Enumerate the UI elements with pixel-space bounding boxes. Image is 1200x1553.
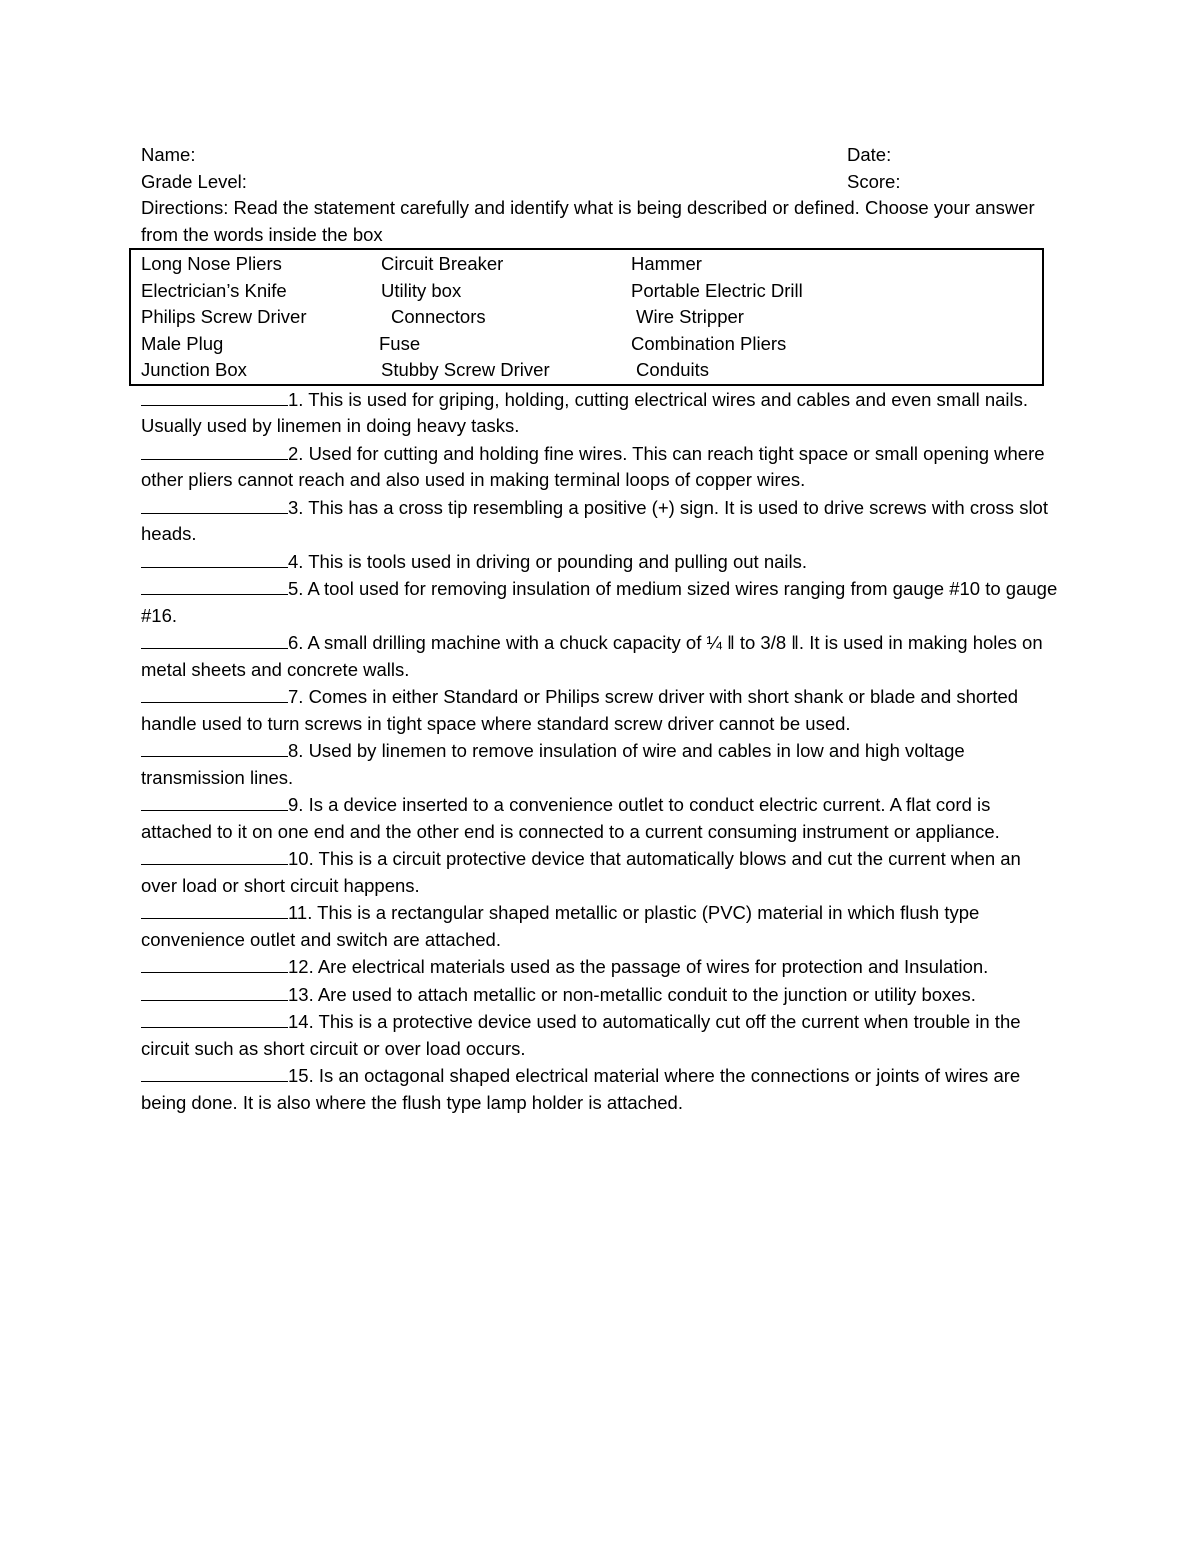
word-choice: Circuit Breaker (381, 253, 504, 274)
answer-blank[interactable] (141, 953, 288, 973)
grade-level-label: Grade Level: (141, 170, 247, 192)
question-item (141, 386, 1061, 440)
word-box-row (141, 251, 1042, 278)
question-item (141, 737, 1061, 791)
worksheet-content (141, 142, 1061, 1116)
question-item (141, 845, 1061, 899)
question-text: 7. Comes in either Standard or Philips screw driver with short shank or blade and shorted handle used to turn screws in tight space where standard screw driver cannot be used. (141, 686, 1019, 734)
word-box-row (141, 331, 1042, 358)
question-text: 13. Are used to attach metallic or non-metallic conduit to the junction or utility boxes. (288, 983, 976, 1005)
word-choice: Stubby Screw Driver (381, 359, 550, 380)
word-choice: Utility box (381, 279, 462, 301)
word-choice: Conduits (636, 359, 710, 380)
answer-blank[interactable] (141, 629, 288, 649)
word-choice-box (129, 248, 1044, 386)
question-text: 15. Is an octagonal shaped electrical material where the connections or joints of wires are being done. It is also where the flush type lamp holder is attached. (141, 1065, 1021, 1113)
question-item (141, 981, 1061, 1009)
question-text: 3. This has a cross tip resembling a positive (+) sign. It is used to drive screws with cross slot heads. (141, 496, 1048, 544)
question-item (141, 1062, 1061, 1116)
word-choice: Wire Stripper (636, 306, 744, 327)
word-box-row (141, 357, 1042, 384)
answer-blank[interactable] (141, 494, 288, 514)
word-choice: Connectors (391, 306, 486, 327)
answer-blank[interactable] (141, 899, 288, 919)
word-choice: Portable Electric Drill (631, 279, 803, 301)
answer-blank[interactable] (141, 386, 288, 406)
question-item (141, 1008, 1061, 1062)
word-choice: Long Nose Pliers (141, 253, 282, 274)
answer-blank[interactable] (141, 683, 288, 703)
date-label: Date: (847, 144, 892, 165)
answer-blank[interactable] (141, 737, 288, 757)
word-box-row (141, 304, 1042, 331)
header-row-2 (141, 169, 1061, 196)
question-text: 1. This is used for griping, holding, cutting electrical wires and cables and even small nails. Usually used by linemen in doing heavy tasks. (141, 388, 1029, 436)
question-text: 4. This is tools used in driving or pounding and pulling out nails. (288, 550, 808, 572)
answer-blank[interactable] (141, 548, 288, 568)
directions-text: Directions: Read the statement carefully and identify what is being described or defined. Choose your answer from the words inside the box (141, 197, 1035, 245)
question-text: 14. This is a protective device used to automatically cut off the current when trouble in the circuit such as short circuit or over load occurs. (141, 1011, 1021, 1059)
question-item (141, 629, 1061, 683)
question-item (141, 899, 1061, 953)
answer-blank[interactable] (141, 791, 288, 811)
question-text: 8. Used by linemen to remove insulation of wire and cables in low and high voltage transmission lines. (141, 740, 965, 788)
question-item (141, 575, 1061, 629)
word-choice: Philips Screw Driver (141, 306, 307, 327)
answer-blank[interactable] (141, 845, 288, 865)
question-text: 9. Is a device inserted to a convenience outlet to conduct electric current. A flat cord is attached to it on one end and the other end is connected to a current consuming instrument or appliance. (141, 794, 1000, 842)
score-label: Score: (847, 170, 901, 192)
word-choice: Junction Box (141, 359, 247, 380)
question-text: 10. This is a circuit protective device that automatically blows and cut the current when an over load or short circuit happens. (141, 848, 1021, 896)
word-choice: Combination Pliers (631, 332, 787, 354)
name-label: Name: (141, 144, 196, 165)
word-choice: Male Plug (141, 332, 224, 354)
question-item (141, 494, 1061, 548)
answer-blank[interactable] (141, 575, 288, 595)
question-text: 12. Are electrical materials used as the passage of wires for protection and Insulation. (288, 956, 989, 977)
question-text: 11. This is a rectangular shaped metallic or plastic (PVC) material in which flush type convenience outlet and switch are attached. (141, 902, 980, 950)
answer-blank[interactable] (141, 1062, 288, 1082)
question-item (141, 953, 1061, 981)
word-choice: Electrician’s Knife (141, 279, 287, 301)
question-item (141, 440, 1061, 494)
question-item (141, 791, 1061, 845)
word-choice: Hammer (631, 253, 702, 274)
question-item (141, 548, 1061, 576)
question-text: 6. A small drilling machine with a chuck capacity of ¼ ‖ to 3/8 ‖. It is used in making holes on metal sheets and concrete walls. (141, 632, 1043, 680)
answer-blank[interactable] (141, 440, 288, 460)
question-item (141, 683, 1061, 737)
word-choice: Fuse (379, 332, 421, 354)
answer-blank[interactable] (141, 981, 288, 1001)
answer-blank[interactable] (141, 1008, 288, 1028)
header-row-1 (141, 142, 1061, 169)
question-text: 2. Used for cutting and holding fine wires. This can reach tight space or small opening where other pliers cannot reach and also used in making terminal loops of copper wires. (141, 442, 1045, 490)
question-text: 5. A tool used for removing insulation of medium sized wires ranging from gauge #10 to gauge #16. (141, 578, 1058, 626)
word-box-row (141, 278, 1042, 305)
